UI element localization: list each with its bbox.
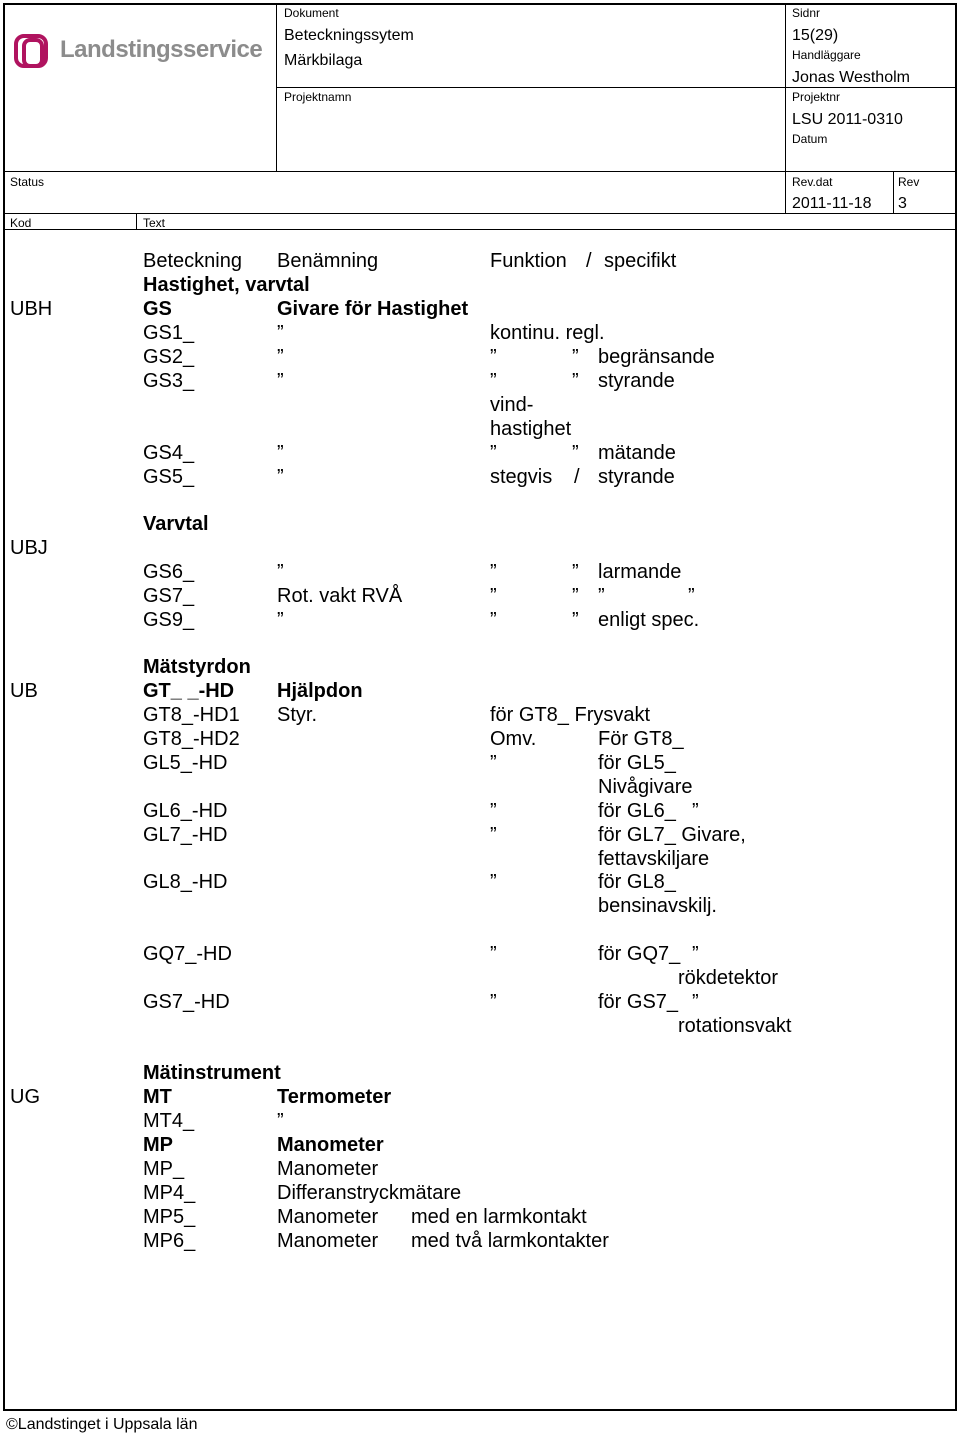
gs2-code: GS2_ bbox=[143, 346, 195, 368]
ditto-mark: ” bbox=[490, 370, 497, 392]
gl6hd-specifikt: för GL6_ bbox=[598, 800, 676, 822]
vind-line-2: hastighet bbox=[490, 418, 572, 440]
ditto-mark: ” bbox=[572, 585, 579, 607]
footer-line bbox=[3, 1409, 957, 1410]
projektnr-value: LSU 2011-0310 bbox=[792, 111, 903, 128]
gs-code: GS bbox=[143, 298, 172, 320]
gs7hd-specifikt-2: rotationsvakt bbox=[678, 1015, 792, 1037]
col-specifikt: specifikt bbox=[604, 250, 677, 272]
heading-varvtal: Varvtal bbox=[143, 513, 209, 535]
gl7hd-code: GL7_-HD bbox=[143, 824, 228, 846]
gs3-code: GS3_ bbox=[143, 370, 195, 392]
gq7hd-specifikt-2: rökdetektor bbox=[678, 967, 779, 989]
mp6-code: MP6_ bbox=[143, 1230, 196, 1252]
datum-label: Datum bbox=[792, 132, 828, 146]
mt-code: MT bbox=[143, 1086, 172, 1108]
ditto-mark: ” bbox=[692, 943, 699, 965]
status-label: Status bbox=[10, 175, 45, 189]
mp-underscore-code: MP_ bbox=[143, 1158, 185, 1180]
code-ub: UB bbox=[10, 680, 38, 702]
gl8hd-code: GL8_-HD bbox=[143, 871, 228, 893]
gthd-code: GT_ _-HD bbox=[143, 680, 235, 702]
col-beteckning: Beteckning bbox=[143, 250, 242, 272]
ditto-mark: ” bbox=[572, 442, 579, 464]
ditto-mark: ” bbox=[277, 442, 284, 464]
ditto-mark: ” bbox=[490, 442, 497, 464]
ditto-mark: ” bbox=[490, 824, 497, 846]
gthd-name: Hjälpdon bbox=[277, 680, 363, 702]
header-vline-2 bbox=[785, 3, 786, 213]
ditto-mark: ” bbox=[490, 871, 497, 893]
header-hline-3 bbox=[3, 171, 956, 172]
gs7hd-code: GS7_-HD bbox=[143, 991, 230, 1013]
gs7-benamning: Rot. vakt RVÅ bbox=[277, 585, 403, 607]
gq7hd-specifikt-1: för GQ7_ bbox=[598, 943, 681, 965]
vind-line-1: vind- bbox=[490, 394, 534, 416]
dokument-value-2: Märkbilaga bbox=[284, 52, 363, 69]
gs7-code: GS7_ bbox=[143, 585, 195, 607]
ditto-mark: ” bbox=[490, 943, 497, 965]
gl7hd-specifikt-1: för GL7_ Givare, bbox=[598, 824, 746, 846]
mp6-extra: med två larmkontakter bbox=[411, 1230, 609, 1252]
heading-matinstrument: Mätinstrument bbox=[143, 1062, 281, 1084]
sidnr-label: Sidnr bbox=[792, 6, 821, 20]
gl5hd-specifikt-2: Nivågivare bbox=[598, 776, 693, 798]
mp6-name: Manometer bbox=[277, 1230, 379, 1252]
gl8hd-specifikt-1: för GL8_ bbox=[598, 871, 676, 893]
frame-left bbox=[3, 3, 5, 1411]
ditto-mark: ” bbox=[692, 800, 699, 822]
ditto-mark: ” bbox=[490, 561, 497, 583]
handlaggare-label: Handläggare bbox=[792, 48, 861, 62]
header-hline-1 bbox=[276, 87, 786, 88]
ditto-mark: ” bbox=[277, 322, 284, 344]
frame-right bbox=[955, 3, 957, 1411]
rev-value: 3 bbox=[898, 195, 907, 212]
code-ubh: UBH bbox=[10, 298, 53, 320]
revdat-value: 2011-11-18 bbox=[792, 195, 872, 212]
mp5-name: Manometer bbox=[277, 1206, 379, 1228]
gs3-specifikt: styrande bbox=[598, 370, 675, 392]
gs6-specifikt: larmande bbox=[598, 561, 682, 583]
col-slash: / bbox=[586, 250, 592, 272]
header-vline-3 bbox=[893, 171, 894, 213]
gt8hd2-code: GT8_-HD2 bbox=[143, 728, 240, 750]
ditto-mark: ” bbox=[572, 609, 579, 631]
dokument-value-1: Beteckningssytem bbox=[284, 27, 414, 44]
header-hline-2 bbox=[785, 87, 956, 88]
gt8hd2-funktion: Omv. bbox=[490, 728, 537, 750]
ditto-mark: ” bbox=[688, 585, 695, 607]
logo-mark-icon bbox=[14, 32, 54, 72]
dokument-label: Dokument bbox=[284, 6, 339, 20]
mp5-extra: med en larmkontakt bbox=[411, 1206, 587, 1228]
gs9-specifikt: enligt spec. bbox=[598, 609, 700, 631]
gs2-specifikt: begränsande bbox=[598, 346, 715, 368]
gl5hd-specifikt-1: för GL5_ bbox=[598, 752, 676, 774]
header-hline-4 bbox=[3, 213, 956, 214]
projektnr-label: Projektnr bbox=[792, 90, 841, 104]
frame-top bbox=[3, 3, 957, 5]
mp4-name: Differanstryckmätare bbox=[277, 1182, 462, 1204]
gs5-funktion: stegvis bbox=[490, 466, 553, 488]
mp-underscore-name: Manometer bbox=[277, 1158, 379, 1180]
gl6hd-code: GL6_-HD bbox=[143, 800, 228, 822]
ditto-mark: ” bbox=[572, 370, 579, 392]
heading-hastighet: Hastighet, varvtal bbox=[143, 274, 310, 296]
ditto-mark: ” bbox=[490, 609, 497, 631]
company-name: Landstingsservice bbox=[60, 36, 263, 63]
ditto-mark: ” bbox=[572, 346, 579, 368]
handlaggare-value: Jonas Westholm bbox=[792, 69, 910, 86]
ditto-mark: ” bbox=[490, 585, 497, 607]
gs-name: Givare för Hastighet bbox=[277, 298, 469, 320]
mt4-code: MT4_ bbox=[143, 1110, 195, 1132]
heading-matstyrdon: Mätstyrdon bbox=[143, 656, 251, 678]
gl7hd-specifikt-2: fettavskiljare bbox=[598, 848, 710, 870]
ditto-mark: ” bbox=[572, 561, 579, 583]
projektnamn-label: Projektnamn bbox=[284, 90, 352, 104]
gs5-specifikt: styrande bbox=[598, 466, 675, 488]
gs1-funktion: kontinu. regl. bbox=[490, 322, 605, 344]
gl8hd-specifikt-2: bensinavskilj. bbox=[598, 895, 717, 917]
ditto-mark: ” bbox=[692, 991, 699, 1013]
col-funktion: Funktion bbox=[490, 250, 567, 272]
ditto-mark: ” bbox=[277, 609, 284, 631]
kod-label: Kod bbox=[10, 216, 32, 230]
mt-name: Termometer bbox=[277, 1086, 392, 1108]
code-ug: UG bbox=[10, 1086, 40, 1108]
code-ubj: UBJ bbox=[10, 537, 48, 559]
mp-code: MP bbox=[143, 1134, 173, 1156]
mp5-code: MP5_ bbox=[143, 1206, 196, 1228]
gs5-code: GS5_ bbox=[143, 466, 195, 488]
ditto-mark: ” bbox=[490, 800, 497, 822]
ditto-mark: ” bbox=[277, 370, 284, 392]
ditto-mark: ” bbox=[490, 991, 497, 1013]
ditto-mark: ” bbox=[277, 1110, 284, 1132]
rev-label: Rev bbox=[898, 175, 920, 189]
ditto-mark: ” bbox=[490, 346, 497, 368]
header-vline-4 bbox=[136, 213, 137, 229]
gt8hd1-code: GT8_-HD1 bbox=[143, 704, 240, 726]
gl5hd-code: GL5_-HD bbox=[143, 752, 228, 774]
gs6-code: GS6_ bbox=[143, 561, 195, 583]
ditto-mark: ” bbox=[277, 346, 284, 368]
gt8hd1-funktion: för GT8_ Frysvakt bbox=[490, 704, 651, 726]
mp4-code: MP4_ bbox=[143, 1182, 196, 1204]
gt8hd1-benamning: Styr. bbox=[277, 704, 318, 726]
footer-copyright: ©Landstinget i Uppsala län bbox=[6, 1416, 198, 1433]
gq7hd-code: GQ7_-HD bbox=[143, 943, 232, 965]
gs5-slash: / bbox=[574, 466, 580, 488]
sidnr-value: 15(29) bbox=[792, 27, 839, 44]
ditto-mark: ” bbox=[490, 752, 497, 774]
gs7hd-specifikt-1: för GS7_ bbox=[598, 991, 679, 1013]
gs4-code: GS4_ bbox=[143, 442, 195, 464]
ditto-mark: ” bbox=[277, 466, 284, 488]
text-label: Text bbox=[143, 216, 166, 230]
gs9-code: GS9_ bbox=[143, 609, 195, 631]
gs1-code: GS1_ bbox=[143, 322, 195, 344]
gt8hd2-specifikt: För GT8_ bbox=[598, 728, 684, 750]
col-benamning: Benämning bbox=[277, 250, 379, 272]
ditto-mark: ” bbox=[598, 585, 605, 607]
gs4-specifikt: mätande bbox=[598, 442, 676, 464]
ditto-mark: ” bbox=[277, 561, 284, 583]
revdat-label: Rev.dat bbox=[792, 175, 833, 189]
mp-name: Manometer bbox=[277, 1134, 384, 1156]
